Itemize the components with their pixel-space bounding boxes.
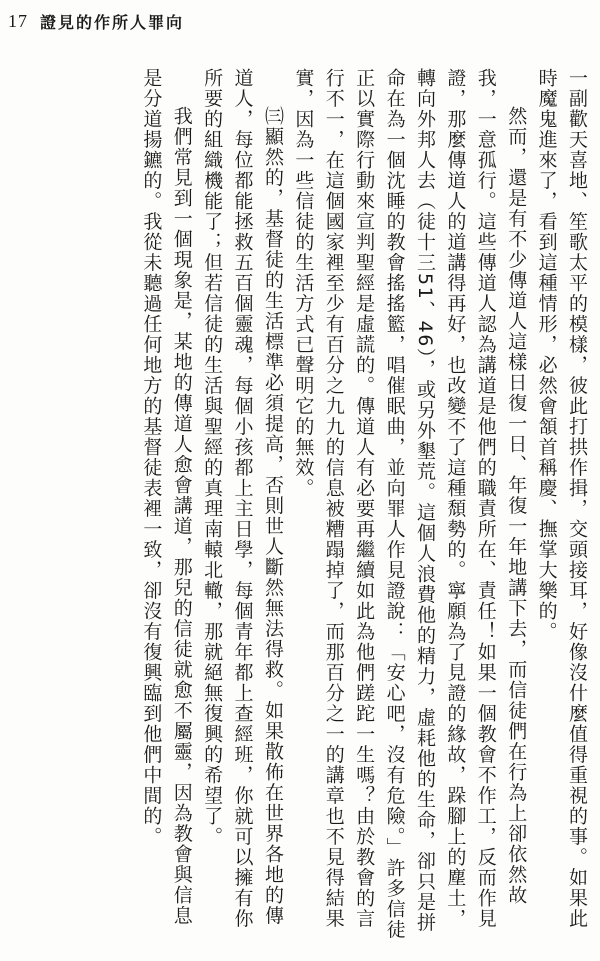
- vertical-body-text: [8, 68, 592, 946]
- paragraph-4: 我們常見到一個現象是，某地的傳道人愈會講道，那兒的信徒就愈不屬靈，因為教會與信息是分道揚鑣的。我從未聽過任何地方的基督徒表裡一致，卻沒有復興臨到他們中間的。: [140, 68, 193, 926]
- paragraph-2: 然而，還是有不少傳道人這樣日復一日、年復一年地講下去，而信徒們在行為上卻依然故我，一意孤行。這些傳道人認為講道是他們的職責所在、責任！如果一個教會不作工，反而作見證，那麼傳道人的道講得再好，也改變不了這種頹勢的。寧願為了見證的緣故，跺腳上的塵土，轉向外邦人去（徒十三51、46），或另外墾荒。這個人浪費他的精力，虛耗他的生命，卻只是拼命在為一個沈睡的教會搖搖籃，唱催眠曲，並向罪人作見證說：「安心吧，沒有危險。」許多信徒正以實際行動來宣判聖經是虛謊的。傳道人有必要再繼續如此為他們蹉跎一生嗎？由於教會的言行不一，在這個國家裡至少有百分之九九的信息被糟蹋掉了，而那百分之一的講章也不見得結果實，因為一些信徒的生活方式已聲明它的無效。: [292, 68, 528, 940]
- paragraph-1: 一副歡天喜地、笙歌太平的模樣，彼此打拱作揖，交頭接耳，好像沒什麼值得重視的事。如果此時魔鬼進來了，看到這種情形，必然會頷首稱慶、撫掌大樂的。: [535, 68, 588, 929]
- page-number: 17: [8, 10, 28, 31]
- paragraph-3: ㈢顯然的，基督徒的生活標準必須提高，否則世人斷然無法得救。如果散佈在世界各地的傳道人，每位都能拯救五百個靈魂，每個小孩都上主日學，每個青年都上查經班，你就可以擁有你所要的組織機能了；但若信徒的生活與聖經的真理南轅北轍，那就絕無復興的希望了。: [201, 68, 284, 929]
- running-title: 證見的作所人罪向: [40, 12, 185, 32]
- page-header: [8, 8, 184, 34]
